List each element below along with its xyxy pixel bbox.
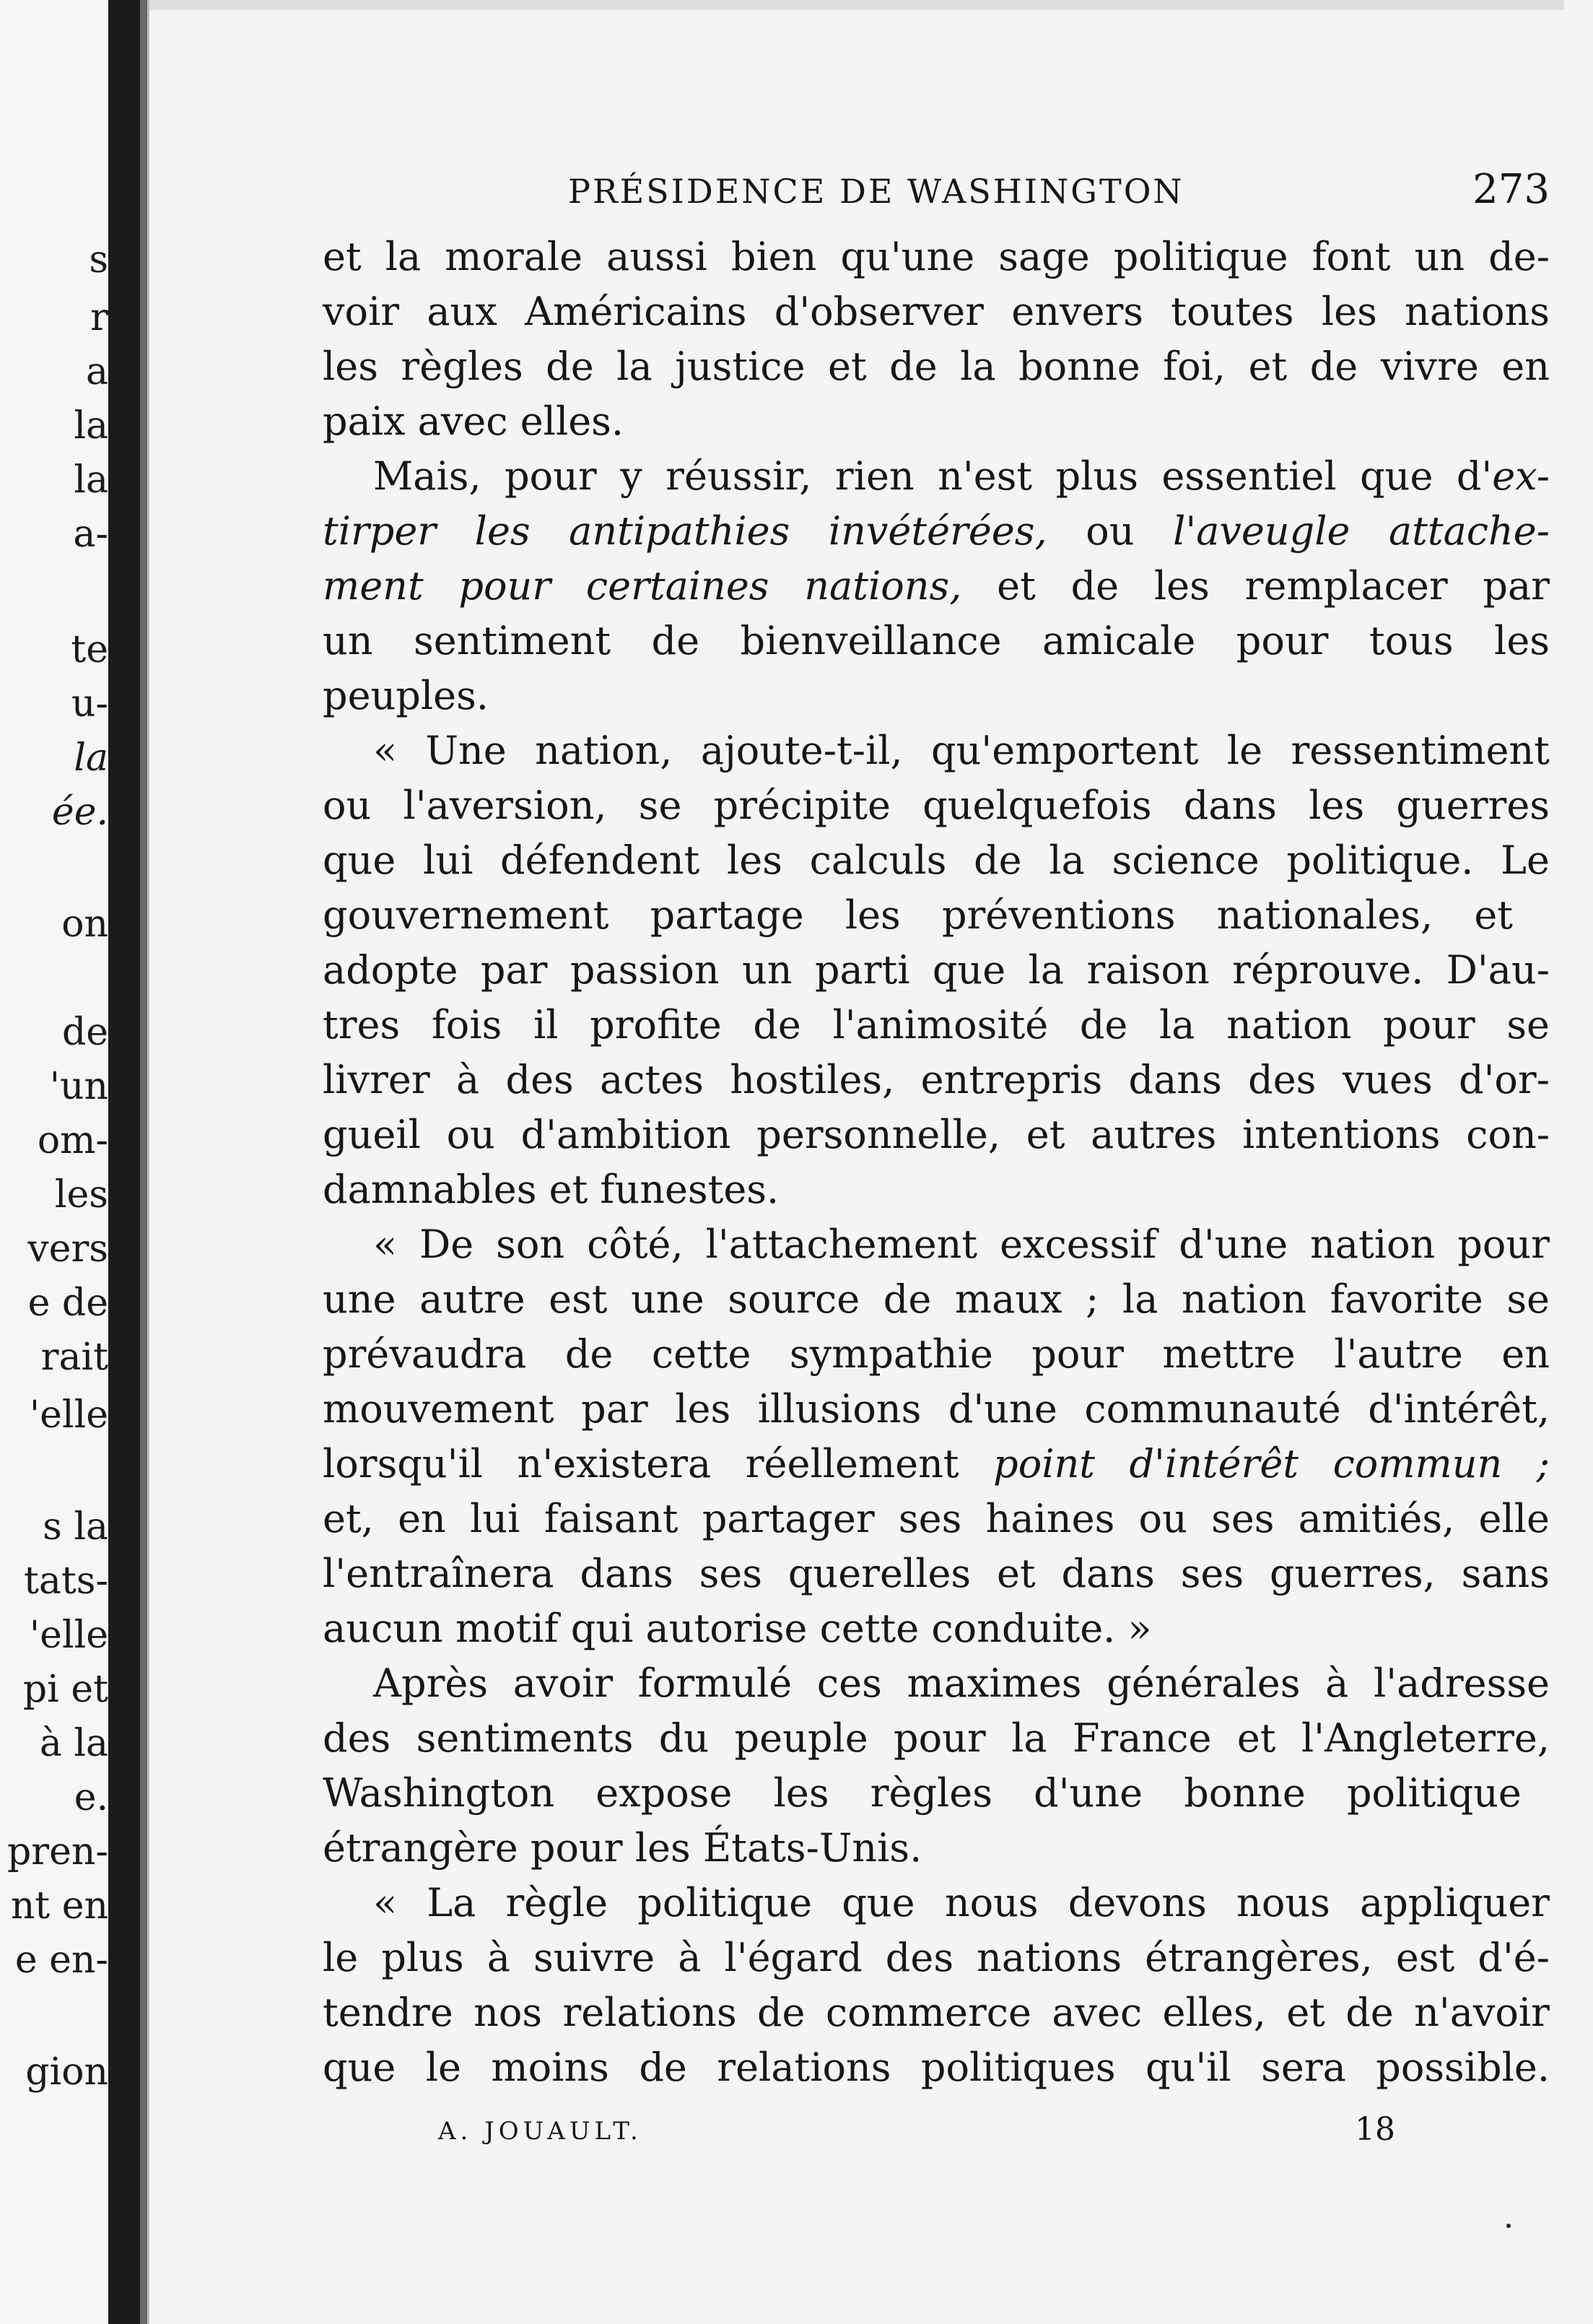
text-segment: les règles de la justice et de la bonne foi, et de vivre en — [323, 344, 1550, 389]
book-page — [147, 0, 1593, 2324]
text-line — [323, 2040, 1550, 2095]
text-line — [323, 833, 1550, 888]
text-segment: et la morale aussi bien qu'une sage politique font un de- — [323, 234, 1550, 279]
text-line — [323, 1272, 1550, 1327]
facing-page-line: 'elle — [29, 1614, 108, 1657]
italic-text-segment: ment pour certaines nations, — [323, 563, 962, 609]
text-line — [323, 1053, 1550, 1107]
facing-page-line: la — [74, 458, 108, 502]
text-segment: un sentiment de bienveillance amicale pour tous les — [323, 618, 1550, 663]
facing-page-line: gion — [25, 2050, 108, 2094]
facing-page-line: te — [71, 628, 108, 671]
facing-page-line: e. — [74, 1776, 108, 1819]
text-line — [323, 1656, 1550, 1711]
text-segment: étrangère pour les États-Unis. — [323, 1825, 922, 1871]
facing-page-line: a- — [73, 513, 108, 556]
text-line — [323, 230, 1550, 284]
text-line — [323, 1217, 1550, 1272]
text-segment: le plus à suivre à l'égard des nations étrangères, est d'é- — [323, 1935, 1550, 1980]
text-segment: lorsqu'il n'existera réellement — [323, 1441, 994, 1487]
page-top-edge — [149, 0, 1564, 10]
facing-page-line: 'un — [49, 1065, 108, 1108]
text-line — [323, 1931, 1550, 1985]
body-text — [323, 230, 1550, 2095]
facing-page-line: r — [90, 296, 108, 339]
facing-page-line: e de — [27, 1281, 108, 1325]
text-line — [323, 504, 1550, 559]
facing-page-line: a — [85, 350, 108, 393]
facing-page-line: à la — [39, 1722, 108, 1765]
facing-page-line: nt en — [10, 1884, 108, 1928]
text-line — [323, 614, 1550, 669]
text-line — [323, 1601, 1550, 1656]
text-line — [323, 339, 1550, 394]
text-line — [323, 449, 1550, 504]
facing-page-line: u- — [71, 682, 108, 726]
printer-imprint: A. JOUAULT. — [438, 2117, 642, 2146]
facing-page-line: tats- — [23, 1559, 108, 1603]
text-segment: tres fois il profite de l'animosité de la nation pour se — [323, 1002, 1550, 1048]
text-line — [323, 669, 1550, 723]
facing-page-line: rait — [40, 1336, 108, 1379]
facing-page-line: la — [74, 404, 108, 448]
italic-text-segment: l'aveugle attache- — [1173, 508, 1550, 554]
text-segment: prévaudra de cette sympathie pour mettre l'autre en — [323, 1331, 1550, 1377]
text-segment: voir aux Américains d'observer envers toutes les nations — [323, 289, 1550, 334]
facing-page-line: on — [61, 902, 108, 946]
text-segment: Mais, pour y réussir, rien n'est plus essentiel que d' — [373, 453, 1493, 499]
text-segment: livrer à des actes hostiles, entrepris dans des vues d'or- — [323, 1057, 1550, 1102]
book-gutter-shadow — [108, 0, 140, 2324]
running-title: PRÉSIDENCE DE WASHINGTON — [568, 172, 1184, 211]
text-line — [323, 723, 1550, 778]
text-line — [323, 888, 1550, 943]
text-line — [323, 1766, 1550, 1821]
text-segment: et de les remplacer par — [961, 563, 1550, 609]
book-gutter-edge — [140, 0, 147, 2324]
text-line — [323, 1985, 1550, 2040]
text-segment: mouvement par les illusions d'une communauté d'intérêt, — [323, 1386, 1550, 1432]
text-line — [323, 1546, 1550, 1601]
text-line — [323, 1327, 1550, 1382]
text-segment: que lui défendent les calculs de la science politique. Le — [323, 837, 1550, 883]
text-segment: peuples. — [323, 673, 489, 718]
facing-page-line: ée. — [51, 791, 108, 834]
facing-page-line: s la — [43, 1505, 108, 1549]
italic-text-segment: ex- — [1492, 453, 1550, 499]
text-segment: « Une nation, ajoute-t-il, qu'emportent le ressentiment — [373, 728, 1550, 773]
text-line — [323, 559, 1550, 614]
text-line — [323, 943, 1550, 998]
signature-mark: 18 — [1355, 2111, 1395, 2148]
text-line — [323, 1876, 1550, 1931]
print-speck — [1506, 2224, 1511, 2228]
text-segment: damnables et funestes. — [323, 1167, 780, 1212]
text-line — [323, 778, 1550, 833]
text-line — [323, 394, 1550, 449]
text-segment: et, en lui faisant partager ses haines ou ses amitiés, elle — [323, 1496, 1550, 1541]
text-segment: ou — [1047, 508, 1174, 554]
text-segment: adopte par passion un parti que la raison réprouve. D'au- — [323, 947, 1550, 993]
italic-text-segment: tirper les antipathies invétérées, — [323, 508, 1047, 554]
facing-page-line: om- — [37, 1119, 108, 1162]
facing-page-line: les — [54, 1173, 108, 1217]
text-segment: paix avec elles. — [323, 399, 624, 444]
facing-page-line: 'elle — [29, 1393, 108, 1437]
text-segment: des sentiments du peuple pour la France et l'Angleterre, — [323, 1715, 1550, 1761]
facing-page-line: e en- — [14, 1938, 108, 1982]
text-segment: ou l'aversion, se précipite quelquefois dans les guerres — [323, 783, 1550, 828]
text-line — [323, 1492, 1550, 1546]
facing-page-line: pren- — [7, 1830, 108, 1873]
facing-page-line: vers — [27, 1227, 108, 1271]
italic-text-segment: point d'intérêt commun ; — [993, 1441, 1550, 1487]
text-line — [323, 998, 1550, 1053]
text-line — [323, 1162, 1550, 1217]
text-segment: gueil ou d'ambition personnelle, et autres intentions con- — [323, 1112, 1550, 1157]
facing-page-line: s — [89, 238, 108, 282]
text-line — [323, 1437, 1550, 1492]
text-line — [323, 284, 1550, 339]
text-line — [323, 1382, 1550, 1437]
text-line — [323, 1107, 1550, 1162]
text-line — [323, 1821, 1550, 1876]
text-segment: « La règle politique que nous devons nous appliquer — [373, 1880, 1550, 1925]
text-line — [323, 1711, 1550, 1766]
page-number: 273 — [1472, 166, 1550, 213]
text-segment: Après avoir formulé ces maximes générales à l'adresse — [373, 1661, 1550, 1706]
facing-page-fragment — [0, 0, 108, 2324]
text-segment: tendre nos relations de commerce avec elles, et de n'avoir — [323, 1990, 1550, 2035]
facing-page-line: pi et — [22, 1668, 108, 1711]
text-segment: que le moins de relations politiques qu'il sera possible. — [323, 2045, 1550, 2090]
text-segment: gouvernement partage les préventions nationales, et — [323, 892, 1514, 938]
page-footer — [438, 2111, 1413, 2154]
text-segment: une autre est une source de maux ; la nation favorite se — [323, 1276, 1550, 1322]
text-segment: l'entraînera dans ses querelles et dans ses guerres, sans — [323, 1551, 1550, 1596]
running-head — [568, 166, 1550, 222]
facing-page-line: de — [61, 1011, 108, 1054]
text-segment: « De son côté, l'attachement excessif d'une nation pour — [373, 1222, 1550, 1267]
text-segment: Washington expose les règles d'une bonne politique — [323, 1770, 1522, 1816]
text-segment: aucun motif qui autorise cette conduite. » — [323, 1606, 1152, 1651]
facing-page-line: la — [74, 736, 108, 780]
